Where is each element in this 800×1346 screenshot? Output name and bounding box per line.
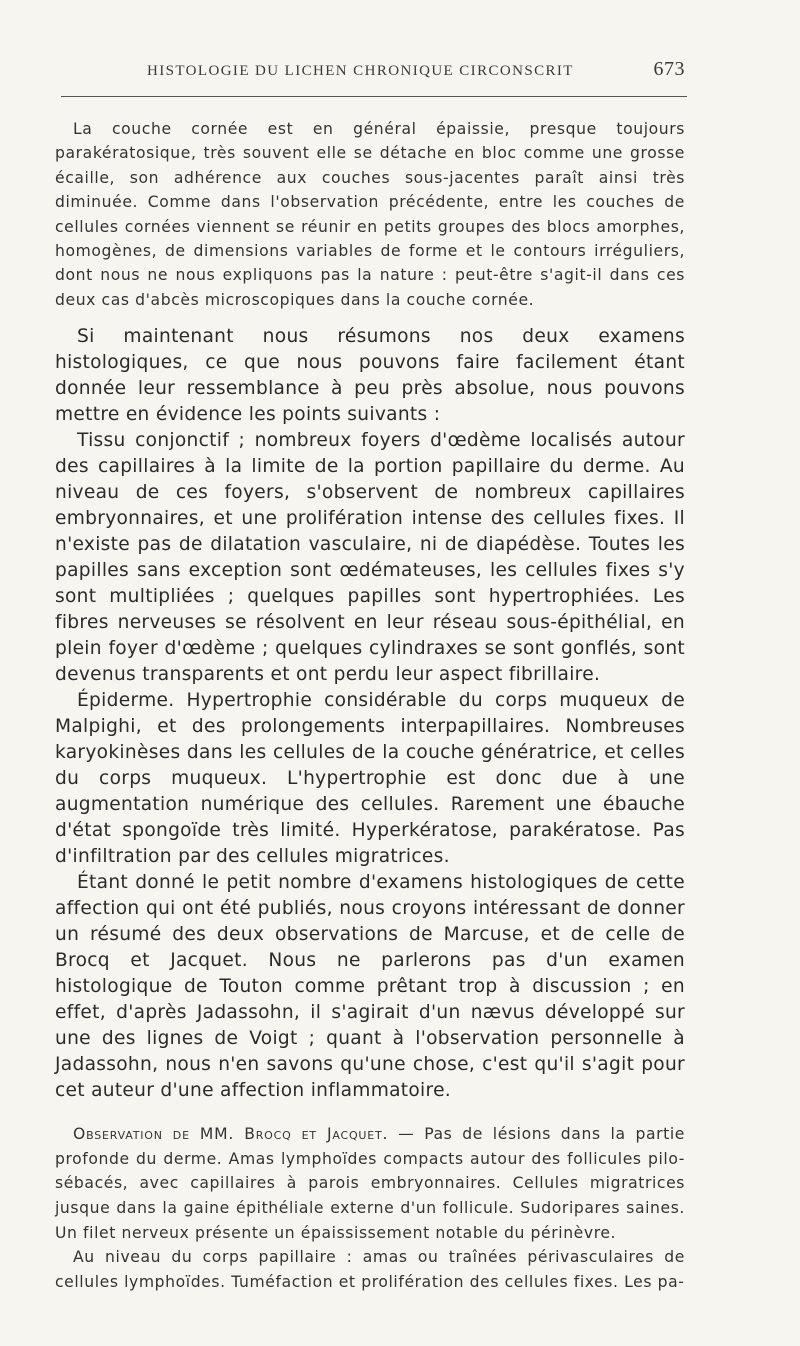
- observation-section: [55, 1122, 685, 1294]
- observation-text: — Pas de lésions dans la partie profonde du derme. Amas lymphoïdes compacts autour des follicules pilo-sébacés, avec capillaires à parois embryonnaires. Cellules migratrices jusque dans la gaine épithéliale externe d'un follicule. Sudoripares saines. Un filet nerveux présente un épaississement notable du périnèvre.: [55, 1125, 685, 1242]
- observation-brocq-jacquet: [55, 1122, 685, 1245]
- small-print-section: [55, 117, 685, 312]
- running-title: HISTOLOGIE DU LICHEN CHRONIQUE CIRCONSCRIT: [147, 63, 574, 79]
- paragraph-resume: Si maintenant nous résumons nos deux examens histologiques, ce que nous pouvons faire facilement étant donnée leur ressemblance à peu près absolue, nous pouvons mettre en évidence les points suivants :: [55, 326, 685, 426]
- page-header: [55, 58, 685, 88]
- paragraph-tissu-conjonctif: Tissu conjonctif ; nombreux foyers d'œdème localisés autour des capillaires à la limite de la portion papillaire du derme. Au niveau de ces foyers, s'observent de nombreux capillaires embryonnaires, et une prolifération intense des cellules fixes. Il n'existe pas de dilatation vasculaire, ni de diapédèse. Toutes les papilles sans exception sont œdémateuses, les cellules fixes s'y sont multipliées ; quelques papilles sont hypertrophiées. Les fibres nerveuses se résolvent en leur réseau sous-épithélial, en plein foyer d'œdème ; quelques cylindraxes se sont gonflés, sont devenus transparents et ont perdu leur aspect fibrillaire.: [55, 430, 685, 686]
- paragraph-epiderme: Épiderme. Hypertrophie considérable du corps muqueux de Malpighi, et des prolongements interpapillaires. Nombreuses karyokinèses dans les cellules de la couche génératrice, et celles du corps muqueux. L'hypertrophie est donc due à une augmentation numérique des cellules. Rarement une ébauche d'état spongoïde très limité. Hyperkératose, parakératose. Pas d'infiltration par des cellules migratrices.: [55, 690, 685, 868]
- main-text-section: [55, 324, 685, 1104]
- header-rule: [61, 96, 687, 97]
- paragraph-examens: Étant donné le petit nombre d'examens histologiques de cette affection qui ont été publiés, nous croyons intéressant de donner un résumé des deux observations de Marcuse, et de celle de Brocq et Jacquet. Nous ne parlerons pas d'un examen histologique de Touton comme prêtant trop à discussion ; en effet, d'après Jadassohn, il s'agirait d'un nævus développé sur une des lignes de Voigt ; quant à l'observation personnelle à Jadassohn, nous n'en savons qu'une chose, c'est qu'il s'agit pour cet auteur d'une affection inflammatoire.: [55, 872, 685, 1102]
- page-number: 673: [653, 58, 685, 80]
- book-page: [55, 58, 685, 1294]
- observation-heading: Observation de MM. Brocq et Jacquet.: [73, 1125, 389, 1144]
- paragraph-cornee: La couche cornée est en général épaissie, presque toujours parakératosique, très souvent elle se détache en bloc comme une grosse écaille, son adhérence aux couches sous-jacentes paraît ainsi très diminuée. Comme dans l'observation précédente, entre les couches de cellules cornées viennent se réunir en petits groupes des blocs amorphes, homogènes, de dimensions variables de forme et le contours irréguliers, dont nous ne nous expliquons pas la nature : peut-être s'agit-il dans ces deux cas d'abcès microscopiques dans la couche cornée.: [55, 120, 685, 309]
- observation-corps-papillaire: Au niveau du corps papillaire : amas ou traînées périvasculaires de cellules lymphoïdes. Tuméfaction et prolifération des cellules fixes. Les pa-: [55, 1248, 685, 1291]
